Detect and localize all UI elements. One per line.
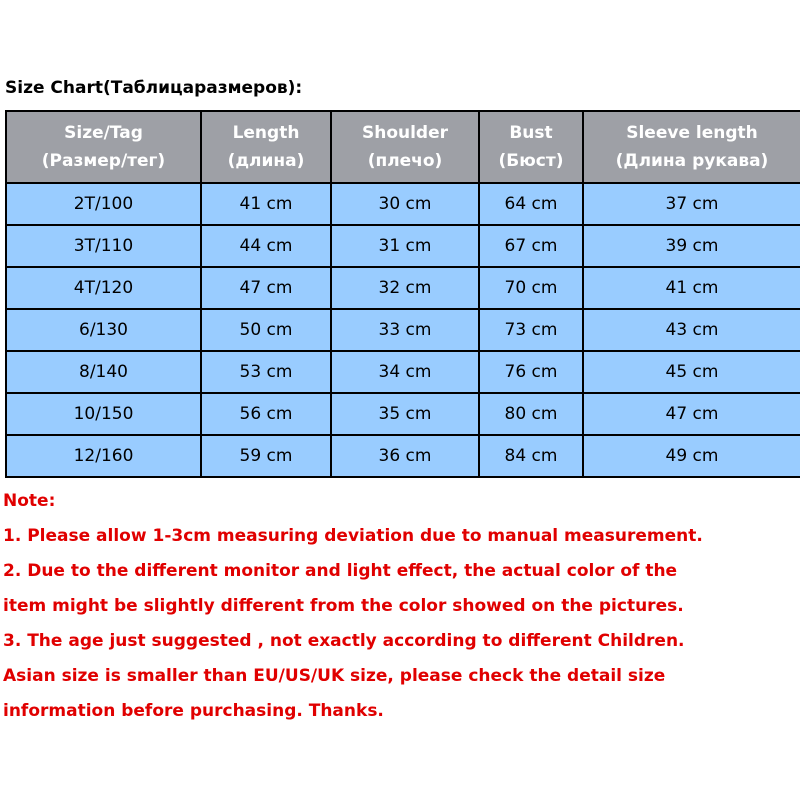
header-length [201, 111, 331, 183]
cell-sleeve-length: 49 cm [583, 435, 800, 477]
cell-sleeve-length: 41 cm [583, 267, 800, 309]
table-row [6, 309, 800, 351]
cell-length: 41 cm [201, 183, 331, 225]
header-sublabel: (Бюст) [498, 151, 564, 171]
cell-size-tag: 4T/120 [6, 267, 201, 309]
note-heading: Note: [3, 491, 56, 511]
header-sublabel: (Размер/тег) [41, 151, 166, 171]
note-line: 2. Due to the different monitor and light effect, the actual color of the [3, 561, 678, 581]
note-line: item might be slightly different from the color showed on the pictures. [3, 596, 684, 616]
cell-shoulder: 32 cm [331, 267, 479, 309]
cell-length: 56 cm [201, 393, 331, 435]
table-header-row [6, 111, 800, 183]
cell-shoulder: 30 cm [331, 183, 479, 225]
cell-shoulder: 31 cm [331, 225, 479, 267]
notes-section [3, 484, 798, 729]
cell-bust: 73 cm [479, 309, 583, 351]
cell-size-tag: 8/140 [6, 351, 201, 393]
cell-shoulder: 36 cm [331, 435, 479, 477]
table-row [6, 267, 800, 309]
table-row [6, 435, 800, 477]
cell-sleeve-length: 39 cm [583, 225, 800, 267]
cell-bust: 70 cm [479, 267, 583, 309]
header-sublabel: (плечо) [367, 151, 443, 171]
cell-sleeve-length: 45 cm [583, 351, 800, 393]
cell-bust: 84 cm [479, 435, 583, 477]
cell-size-tag: 3T/110 [6, 225, 201, 267]
cell-shoulder: 33 cm [331, 309, 479, 351]
cell-sleeve-length: 47 cm [583, 393, 800, 435]
cell-length: 50 cm [201, 309, 331, 351]
header-shoulder [331, 111, 479, 183]
cell-bust: 64 cm [479, 183, 583, 225]
table-row [6, 393, 800, 435]
cell-shoulder: 34 cm [331, 351, 479, 393]
note-line: 1. Please allow 1-3cm measuring deviation due to manual measurement. [3, 526, 703, 546]
header-sublabel: (длина) [227, 151, 305, 171]
note-line: 3. The age just suggested , not exactly according to different Children. [3, 631, 685, 651]
cell-length: 53 cm [201, 351, 331, 393]
cell-sleeve-length: 37 cm [583, 183, 800, 225]
cell-length: 44 cm [201, 225, 331, 267]
cell-bust: 76 cm [479, 351, 583, 393]
header-sleeve-length [583, 111, 800, 183]
header-size-tag [6, 111, 201, 183]
header-label: Length [232, 123, 300, 143]
cell-size-tag: 6/130 [6, 309, 201, 351]
cell-size-tag: 10/150 [6, 393, 201, 435]
header-bust [479, 111, 583, 183]
cell-shoulder: 35 cm [331, 393, 479, 435]
cell-size-tag: 2T/100 [6, 183, 201, 225]
note-line: Asian size is smaller than EU/US/UK size, please check the detail size [3, 666, 666, 686]
size-chart-title: Size Chart(Таблицаразмеров): [5, 78, 303, 98]
note-line: information before purchasing. Thanks. [3, 701, 384, 721]
cell-size-tag: 12/160 [6, 435, 201, 477]
cell-bust: 80 cm [479, 393, 583, 435]
header-label: Bust [509, 123, 553, 143]
cell-length: 59 cm [201, 435, 331, 477]
size-chart-table [5, 110, 800, 478]
header-label: Sleeve length [626, 123, 758, 143]
header-label: Size/Tag [64, 123, 143, 143]
cell-length: 47 cm [201, 267, 331, 309]
header-sublabel: (Длина рукава) [615, 151, 769, 171]
table-row [6, 183, 800, 225]
header-label: Shoulder [361, 123, 449, 143]
cell-bust: 67 cm [479, 225, 583, 267]
table-row [6, 351, 800, 393]
cell-sleeve-length: 43 cm [583, 309, 800, 351]
table-row [6, 225, 800, 267]
